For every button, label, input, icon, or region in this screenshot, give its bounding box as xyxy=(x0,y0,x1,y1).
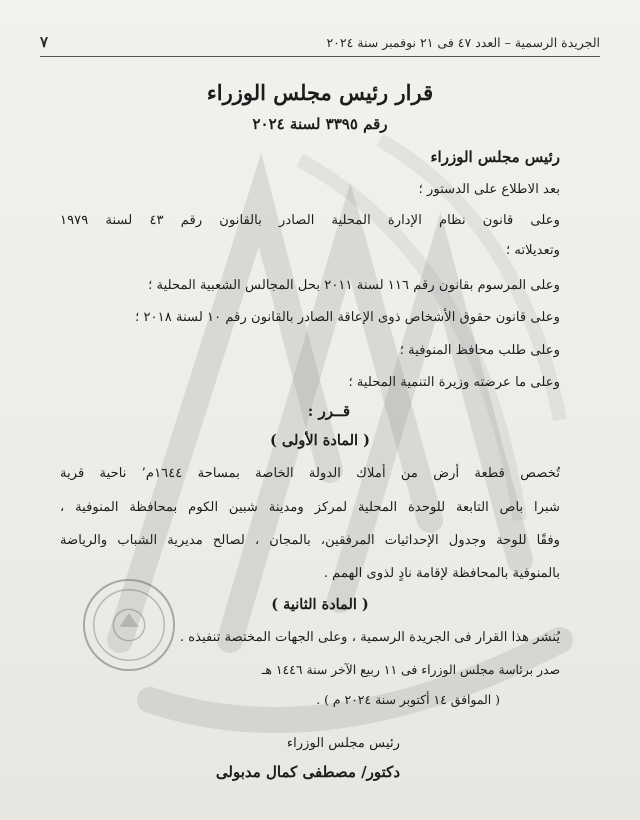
preamble-line: وعلى طلب محافظ المنوفية ؛ xyxy=(399,343,560,358)
issuance-date-hijri: صدر برئاسة مجلس الوزراء فى ١١ ربيع الآخر سنة ١٤٤٦ هـ xyxy=(261,662,560,677)
gazette-issue-title: الجريدة الرسمية – العدد ٤٧ فى ٢١ نوفمبر سنة ٢٠٢٤ xyxy=(326,34,600,50)
decree-title: قرار رئيس مجلس الوزراء xyxy=(206,80,434,105)
issuing-authority: رئيس مجلس الوزراء xyxy=(430,148,560,166)
article-1-line: بالمنوفية بالمحافظة لإقامة نادٍ لذوى الهمم . xyxy=(323,566,560,581)
running-header xyxy=(40,30,600,54)
issuance-date-gregorian: ( الموافق ١٤ أكتوبر سنة ٢٠٢٤ م ) . xyxy=(316,692,500,707)
article-1-line: وفقًا للوحة وجدول الإحداثيات المرفقين، بالمجان ، لصالح مديرية الشباب والرياضة xyxy=(60,533,560,548)
decree-number: رقم ٣٣٩٥ لسنة ٢٠٢٤ xyxy=(252,115,388,133)
article-2-text: يُنشر هذا القرار فى الجريدة الرسمية ، وعلى الجهات المختصة تنفيذه . xyxy=(179,630,560,645)
page-number: ٧ xyxy=(40,33,49,51)
article-1-line: تُخصص قطعة أرض من أملاك الدولة الخاصة بمساحة ١٦٤٤م٬ ناحية قرية xyxy=(60,466,560,481)
official-seal-stamp xyxy=(80,576,178,674)
preamble-line: وعلى المرسوم بقانون رقم ١١٦ لسنة ٢٠١١ بحل المجالس الشعبية المحلية ؛ xyxy=(148,278,560,293)
signatory-title: رئيس مجلس الوزراء xyxy=(286,736,400,751)
article-1-heading: ( المادة الأولى ) xyxy=(270,432,370,449)
preamble-line: وعلى ما عرضته وزيرة التنمية المحلية ؛ xyxy=(348,375,560,390)
preamble-line: بعد الاطلاع على الدستور ؛ xyxy=(418,182,560,197)
article-1-line: شبرا باص التابعة للوحدة المحلية لمركز ومدينة شبين الكوم بمحافظة المنوفية ، xyxy=(60,500,560,515)
signatory-name: دكتور/ مصطفى كمال مدبولى xyxy=(215,763,400,781)
preamble-line: وعلى قانون نظام الإدارة المحلية الصادر بالقانون رقم ٤٣ لسنة ١٩٧٩ xyxy=(60,213,560,228)
header-divider xyxy=(40,56,600,57)
resolved-label: قــرر : xyxy=(307,402,350,420)
preamble-line: وعلى قانون حقوق الأشخاص ذوى الإعاقة الصادر بالقانون رقم ١٠ لسنة ٢٠١٨ ؛ xyxy=(135,310,560,325)
article-2-heading: ( المادة الثانية ) xyxy=(271,596,369,613)
preamble-line: وتعديلاته ؛ xyxy=(506,243,560,258)
